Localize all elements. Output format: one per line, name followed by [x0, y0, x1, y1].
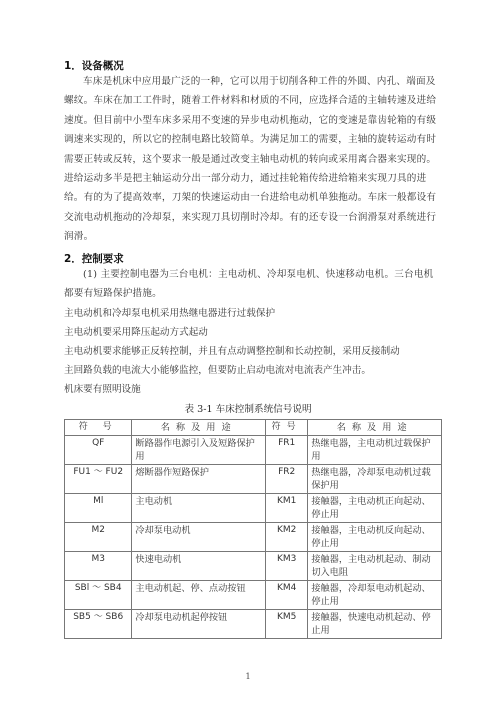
- table-cell: 冷却泵电动机起停按钮: [132, 610, 266, 639]
- table-cell: KM4: [266, 581, 308, 610]
- table-cell: 接触器，主电动机起动、制动切入电阻: [308, 552, 442, 581]
- page-number: 1: [245, 672, 251, 681]
- table-cell: FR1: [266, 436, 308, 465]
- header-cell: 名称及用途: [308, 420, 442, 436]
- requirement-item-1: [64, 265, 438, 304]
- requirement-line-4: 主回路负载的电流大小能够监控，但要防止启动电流对电流表产生冲击。: [64, 365, 371, 376]
- table-cell: 熔断器作短路保护: [132, 465, 266, 494]
- table-cell: FU1 ～ FU2: [65, 465, 132, 494]
- table-cell: 接触器，快速电动机起动、停止用: [308, 610, 442, 639]
- table-caption: 表 3-1 车床控制系统信号说明: [184, 404, 312, 415]
- table-cell: SB5 ～ SB6: [65, 610, 132, 639]
- section-2-heading: 2．控制要求: [64, 253, 124, 265]
- header-cell: 符号: [266, 420, 308, 436]
- section-1-text: 车床是机床中应用最广泛的一种，它可以用于切削各种工件的外圆、内孔、端面及螺纹。车床在加工工件时，随着工件材料和材质的不同，应选择合适的主轴转速及进给速度。但目前中小型车床多采用不变速的异步电动机拖动，它的变速是靠齿轮箱的有级调速来实现的，所以它的控制电路比较简单。为满足加工的需要，主轴的旋转运动有时需要正转或反转，这个要求一般是通过改变主轴电动机的转向或采用离合器来实现的。进给运动多半是把主轴运动分出一部分动力，通过挂轮箱传给进给箱来实现刀具的进给。有的为了提高效率，刀架的快速运动由一台进给电动机单独拖动。车床一般都设有交流电动机拖动的冷却泵，来实现刀具切削时冷却。有的还专设一台润滑泵对系统进行润滑。: [64, 76, 437, 243]
- header-cell: 符 号: [65, 420, 132, 436]
- header-cell: 名称及用途: [132, 420, 266, 436]
- section-1-heading: 1．设备概况: [64, 60, 124, 72]
- table-cell: 主电动机起、停、点动按钮: [132, 581, 266, 610]
- requirement-line-2: 主电动机要采用降压起动方式起动: [64, 327, 208, 338]
- table-cell: SBl ～ SB4: [65, 581, 132, 610]
- requirement-line-5: 机床要有照明设施: [64, 384, 141, 395]
- table-row: [65, 436, 442, 465]
- table-cell: M2: [65, 523, 132, 552]
- table-cell: FR2: [266, 465, 308, 494]
- table-row: [65, 552, 442, 581]
- table-cell: 热继电器，冷却泵电动机过载保护用: [308, 465, 442, 494]
- table-cell: 主电动机: [132, 494, 266, 523]
- table-row: [65, 610, 442, 639]
- table-row: [65, 581, 442, 610]
- table-row: [65, 465, 442, 494]
- requirement-line-3: 主电动机要求能够正反转控制，并且有点动调整控制和长动控制，采用反接制动: [64, 346, 400, 357]
- table-cell: 热继电器，主电动机过载保护用: [308, 436, 442, 465]
- requirement-item-1-text: (1) 主要控制电器为三台电机：主电动机、冷却泵电机、快速移动电机。三台电机都要有短路保护措施。: [64, 269, 434, 300]
- table-cell: Ml: [65, 494, 132, 523]
- table-cell: KM2: [266, 523, 308, 552]
- section-1-paragraph: [64, 72, 438, 247]
- table-row: [65, 523, 442, 552]
- table-cell: QF: [65, 436, 132, 465]
- requirement-line-1: 主电动机和冷却泵电机采用热继电器进行过载保护: [64, 308, 276, 319]
- table-cell: 接触器，冷却泵电动机起动、停止用: [308, 581, 442, 610]
- table-cell: 快速电动机: [132, 552, 266, 581]
- table-cell: KM1: [266, 494, 308, 523]
- table-cell: 断路器作电源引入及短路保护用: [132, 436, 266, 465]
- table-cell: KM3: [266, 552, 308, 581]
- signal-table: [64, 419, 442, 639]
- table-cell: 冷却泵电动机: [132, 523, 266, 552]
- table-cell: M3: [65, 552, 132, 581]
- table-cell: 接触器，主电动机正向起动、停止用: [308, 494, 442, 523]
- table-header-row: [65, 420, 442, 436]
- table-cell: 接触器，主电动机反向起动、停止用: [308, 523, 442, 552]
- table-cell: KM5: [266, 610, 308, 639]
- table-row: [65, 494, 442, 523]
